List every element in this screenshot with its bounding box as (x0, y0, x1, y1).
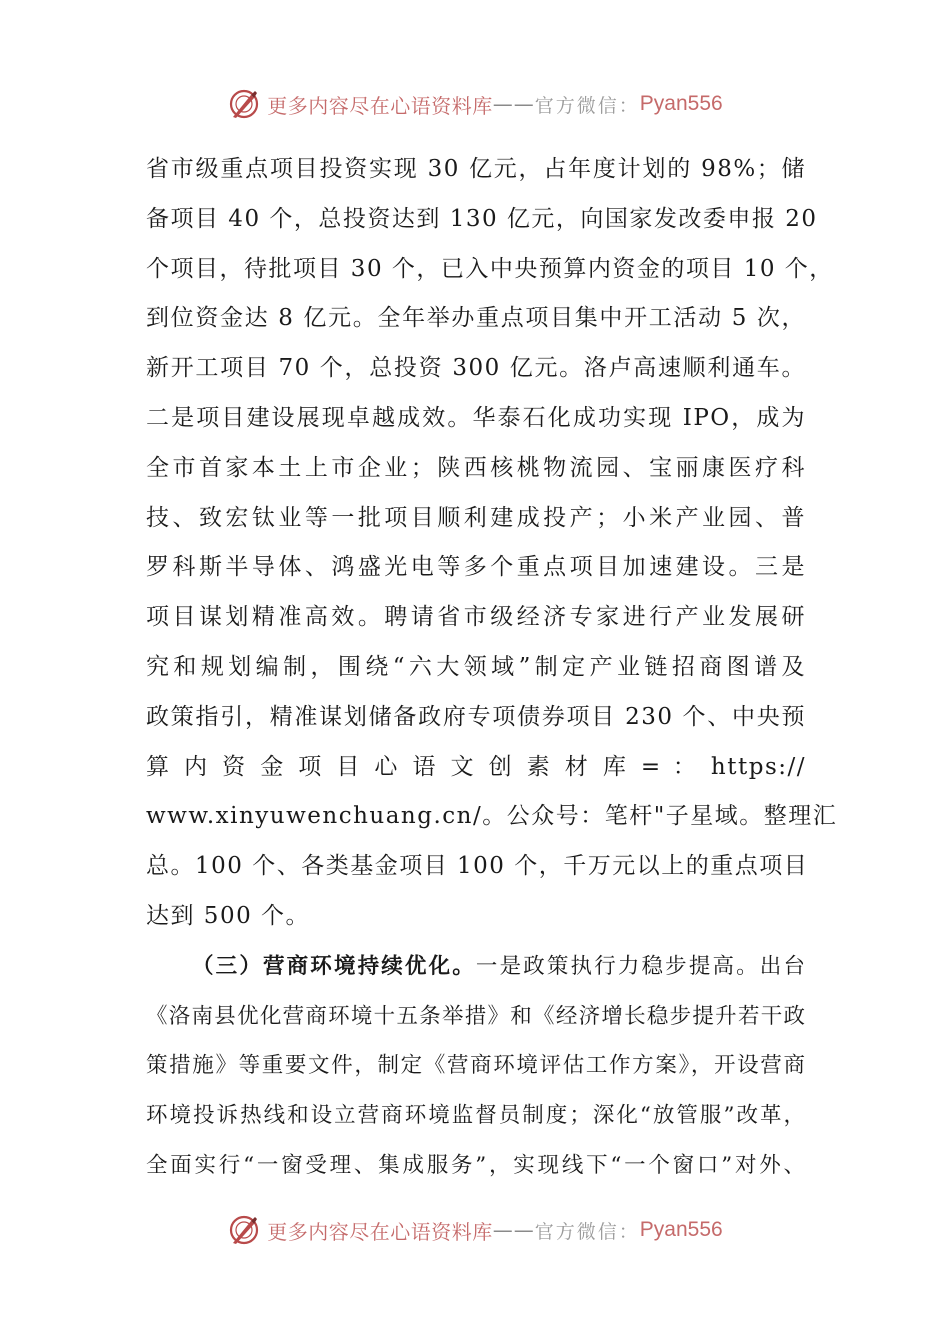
text-line: 算 内 资 金 项 目 心 语 文 创 素 材 库 = ： https:// (146, 753, 806, 780)
watermark-text: 更多内容尽在心语资料库 (267, 1219, 493, 1244)
text-line: 省市级重点项目投资实现 30 亿元，占年度计划的 98%；储 (146, 156, 806, 182)
text-line: 个项目，待批项目 30 个，已入中央预算内资金的项目 10 个， (146, 255, 834, 282)
text-line: 新开工项目 70 个，总投资 300 亿元。洛卢高速顺利通车。 (146, 355, 806, 382)
text-line: 全市首家本土上市企业；陕西核桃物流园、宝丽康医疗科 (146, 454, 806, 481)
pen-logo-icon (227, 87, 261, 121)
text-line-heading (146, 942, 806, 992)
paragraph-business-environment (146, 942, 806, 1191)
header-watermark-banner (0, 84, 950, 124)
text-line: 备项目 40 个，总投资达到 130 亿元，向国家发改委申报 20 (146, 205, 818, 232)
heading-line-rest: 一是政策执行力稳步提高。出台 (475, 953, 806, 979)
document-body (146, 145, 838, 1191)
text-line: 达到 500 个。 (146, 902, 311, 929)
text-line: 到位资金达 8 亿元。全年举办重点项目集中开工活动 5 次， (146, 305, 806, 332)
footer-watermark-banner (0, 1210, 950, 1250)
pen-logo-icon (227, 1213, 261, 1247)
text-line: 二是项目建设展现卓越成效。华泰石化成功实现 IPO，成为 (146, 404, 806, 431)
text-line: www.xinyuwenchuang.cn/。公众号：笔杆"子星域。整理汇 (146, 803, 838, 830)
text-line: 环境投诉热线和设立营商环境监督员制度；深化“放管服”改革， (146, 1103, 806, 1129)
text-line: 罗科斯半导体、鸿盛光电等多个重点项目加速建设。三是 (146, 554, 806, 581)
watermark-wechat-id: Pyan556 (639, 1218, 723, 1241)
text-line: 全面实行“一窗受理、集成服务”，实现线下“一个窗口”对外、 (146, 1152, 806, 1178)
watermark-dash: —— (492, 1218, 535, 1242)
text-line: 技、致宏钛业等一批项目顺利建成投产；小米产业园、普 (146, 504, 806, 531)
text-line: 总。100 个、各类基金项目 100 个，千万元以上的重点项目 (146, 853, 809, 880)
text-line: 究和规划编制，围绕“六大领域”制定产业链招商图谱及 (146, 653, 806, 680)
section-heading: （三）营商环境持续优化。 (192, 953, 476, 979)
paragraph-projects (146, 145, 838, 942)
watermark-wechat-label: 官方微信： (534, 1220, 640, 1243)
text-line: 项目谋划精准高效。聘请省市级经济专家进行产业发展研 (146, 604, 806, 631)
text-line: 《洛南县优化营商环境十五条举措》和《经济增长稳步提升若干政 (146, 1003, 806, 1029)
text-line: 政策指引，精准谋划储备政府专项债券项目 230 个、中央预 (146, 703, 806, 730)
watermark-wechat-label: 官方微信： (534, 94, 640, 117)
watermark-wechat-id: Pyan556 (639, 92, 723, 115)
watermark-dash: —— (492, 92, 535, 116)
text-line: 策措施》等重要文件，制定《营商环境评估工作方案》，开设营商 (146, 1053, 806, 1079)
watermark-text: 更多内容尽在心语资料库 (267, 93, 493, 118)
